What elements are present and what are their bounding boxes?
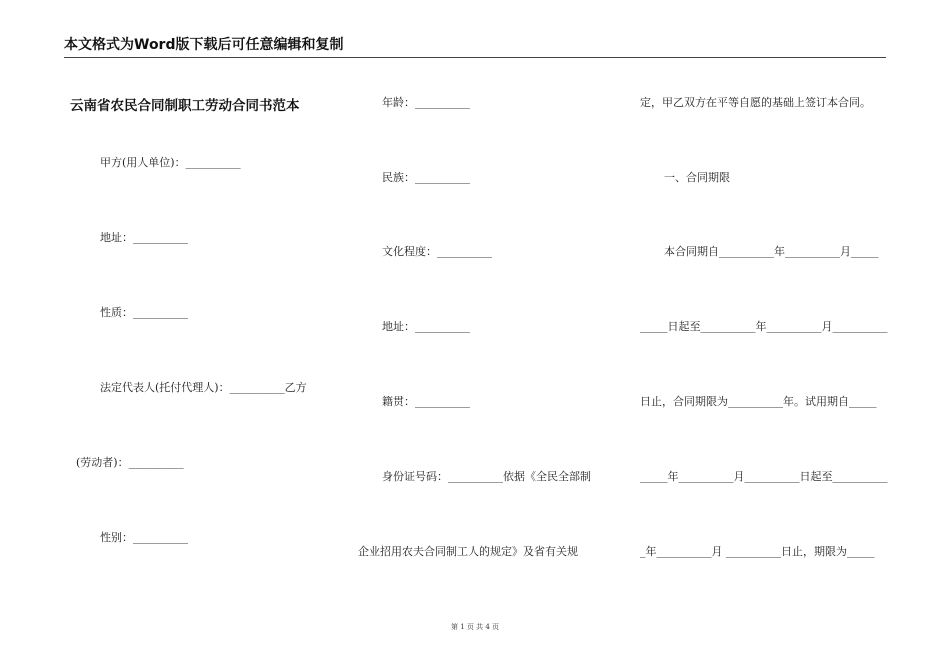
gender-line: 性别：__________ [100, 531, 188, 544]
contract-term-end-line: _____日起至__________年__________月__________ [640, 320, 888, 333]
page-number-footer: 第 1 页 共 4 页 [450, 623, 500, 631]
document-title: 云南省农民合同制职工劳动合同书范本 [70, 98, 300, 114]
party-a-address-line: 地址：__________ [100, 231, 188, 244]
native-place-line: 籍贯：__________ [382, 395, 470, 408]
probation-end-line: _年__________月 __________日止，期限为_____ [640, 545, 875, 558]
legal-representative-line: 法定代表人(托付代理人)：__________乙方 [100, 381, 307, 394]
contract-term-start-line: 本合同期自__________年__________月_____ [664, 245, 879, 258]
age-line: 年龄：__________ [382, 96, 470, 109]
section-1-heading: 一、合同期限 [664, 171, 730, 184]
document-header-banner: 本文格式为Word版下载后可任意编辑和复制 [64, 34, 886, 58]
party-a-employer-line: 甲方(用人单位)：__________ [100, 156, 241, 169]
party-b-worker-line: (劳动者)：__________ [76, 456, 184, 469]
id-number-line: 身份证号码：__________依据《全民全部制 [382, 470, 591, 483]
contract-duration-line: 日止，合同期限为__________年。试用期自_____ [640, 395, 877, 408]
education-line: 文化程度：__________ [382, 245, 492, 258]
probation-start-line: _____年__________月__________日起至__________ [640, 470, 888, 483]
ethnicity-line: 民族：__________ [382, 171, 470, 184]
agreement-basis-line: 定，甲乙双方在平等自愿的基础上签订本合同。 [640, 96, 871, 109]
regulation-reference-line: 企业招用农夫合同制工人的规定》及省有关规 [358, 545, 578, 558]
party-a-nature-line: 性质：__________ [100, 306, 188, 319]
party-b-address-line: 地址：__________ [382, 320, 470, 333]
